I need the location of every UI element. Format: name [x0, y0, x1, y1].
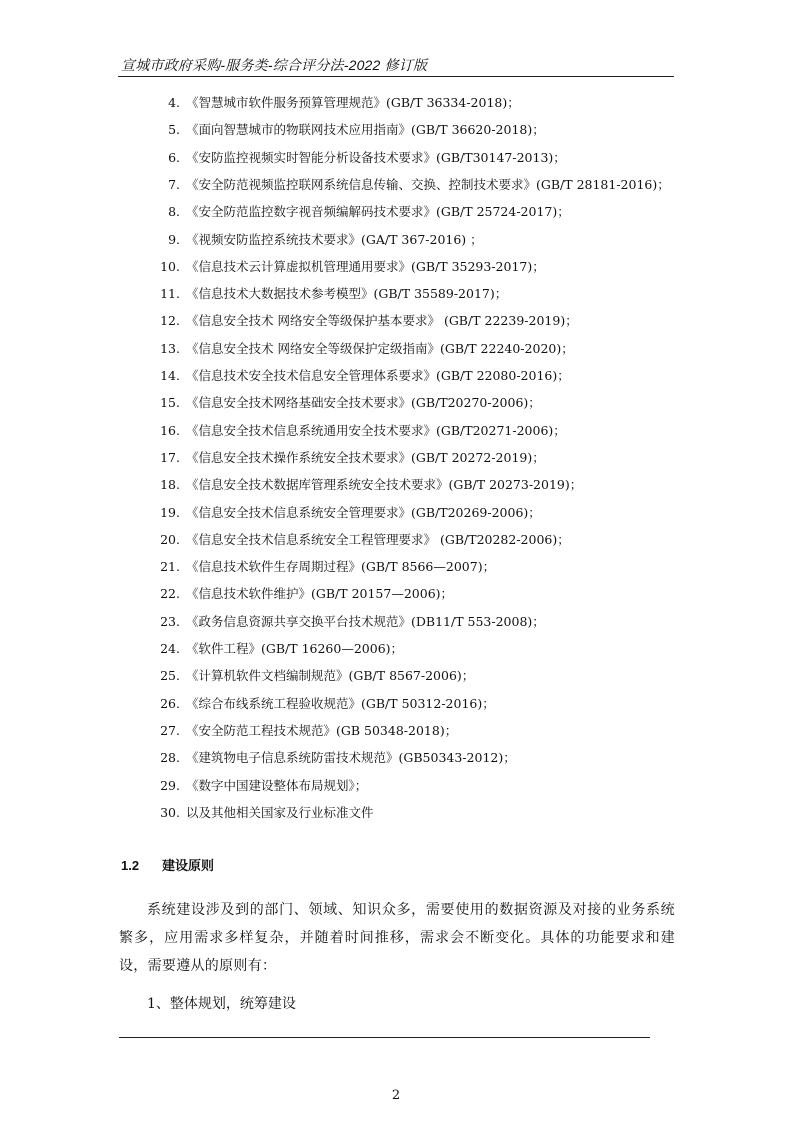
reference-text: 《软件工程》(GB/T 16260—2006)； [186, 641, 404, 656]
reference-item [0, 475, 793, 495]
reference-number: 6. [168, 149, 180, 165]
header-divider [118, 76, 674, 77]
reference-text: 《安全防范视频监控联网系统信息传输、交换、控制技术要求》(GB/T 28181-2016)； [186, 176, 670, 192]
reference-item [0, 93, 793, 113]
reference-number: 5. [168, 122, 180, 138]
reference-number: 19. [160, 504, 180, 520]
reference-text: 《信息安全技术操作系统安全技术要求》(GB/T 20272-2019)； [186, 449, 545, 465]
reference-number: 29. [160, 777, 180, 793]
reference-item [0, 311, 793, 331]
reference-number: 16. [160, 422, 180, 438]
reference-text: 《信息安全技术 网络安全等级保护基本要求》 (GB/T 22239-2019)； [186, 313, 578, 329]
reference-text: 《信息技术软件维护》(GB/T 20157—2006)； [186, 586, 454, 602]
reference-item [0, 120, 793, 140]
reference-item [0, 584, 793, 604]
reference-number: 12. [160, 313, 180, 329]
reference-text: 《智慧城市软件服务预算管理规范》(GB/T 36334-2018)； [186, 95, 520, 110]
reference-item [0, 557, 793, 577]
reference-number: 11. [160, 286, 180, 302]
reference-text: 《信息安全技术信息系统安全工程管理要求》 (GB/T20282-2006)； [186, 531, 570, 547]
reference-item [0, 694, 793, 714]
reference-number: 30. [160, 804, 180, 820]
section-number: 1.2 [121, 858, 140, 873]
reference-text: 《计算机软件文档编制规范》(GB/T 8567-2006)； [186, 668, 475, 684]
reference-item [0, 175, 793, 195]
reference-text: 《安防监控视频实时智能分析设备技术要求》(GB/T30147-2013)； [186, 149, 566, 165]
body-paragraph: 系统建设涉及到的部门、领域、知识众多，需要使用的数据资源及对接的业务系统繁多，应用需求多样复杂，并随着时间推移，需求会不断变化。具体的功能要求和建设，需要遵从的原则有： [119, 902, 675, 974]
reference-number: 18. [160, 477, 180, 493]
reference-text: 《综合布线系统工程验收规范》(GB/T 50312-2016)； [186, 695, 495, 711]
reference-text: 《面向智慧城市的物联网技术应用指南》(GB/T 36620-2018)； [186, 122, 545, 138]
reference-item [0, 202, 793, 222]
reference-item [0, 339, 793, 359]
footer-divider [119, 1037, 650, 1038]
reference-item [0, 721, 793, 741]
reference-number: 10. [160, 258, 180, 274]
reference-text: 《信息安全技术信息系统安全管理要求》(GB/T20269-2006)； [186, 504, 541, 520]
reference-item [0, 666, 793, 686]
reference-number: 7. [168, 176, 180, 192]
reference-number: 28. [160, 750, 180, 766]
reference-item [0, 230, 793, 250]
reference-text: 《建筑物电子信息系统防雷技术规范》(GB50343-2012)； [186, 750, 516, 766]
section-title: 建设原则 [162, 858, 215, 873]
reference-item [0, 803, 793, 823]
reference-text: 《信息技术云计算虚拟机管理通用要求》(GB/T 35293-2017)； [186, 258, 545, 274]
reference-item [0, 639, 793, 659]
reference-number: 9. [168, 231, 180, 247]
reference-number: 21. [160, 559, 180, 575]
reference-number: 22. [160, 586, 180, 602]
reference-text: 《视频安防监控系统技术要求》(GA/T 367-2016) ； [186, 231, 483, 247]
reference-number: 17. [160, 449, 180, 465]
reference-text: 《信息安全技术数据库管理系统安全技术要求》(GB/T 20273-2019)； [186, 477, 583, 493]
reference-text: 《安全防范工程技术规范》(GB 50348-2018)； [186, 722, 458, 738]
reference-item [0, 393, 793, 413]
principle-item: 1、整体规划，统筹建设 [147, 996, 296, 1012]
reference-item [0, 421, 793, 441]
reference-item [0, 366, 793, 386]
reference-item [0, 448, 793, 468]
section-heading [121, 855, 214, 874]
page-number: 2 [391, 1088, 401, 1103]
reference-item [0, 503, 793, 523]
reference-text: 《安全防范监控数字视音频编解码技术要求》(GB/T 25724-2017)； [186, 204, 570, 220]
reference-item [0, 148, 793, 168]
reference-number: 20. [160, 531, 180, 547]
reference-number: 23. [160, 613, 180, 629]
reference-item [0, 284, 793, 304]
reference-number: 24. [160, 641, 180, 656]
reference-text: 《政务信息资源共享交换平台技术规范》(DB11/T 553-2008)； [186, 613, 545, 629]
reference-text: 《信息技术大数据技术参考模型》(GB/T 35589-2017)； [186, 286, 508, 302]
reference-text: 《数字中国建设整体布局规划》； [186, 777, 368, 793]
reference-text: 《信息技术安全技术信息安全管理体系要求》(GB/T 22080-2016)； [186, 368, 570, 383]
reference-item [0, 748, 793, 768]
document-header-title: 宣城市政府采购-服务类-综合评分法-2022 修订版 [121, 57, 428, 73]
reference-text: 《信息安全技术 网络安全等级保护定级指南》(GB/T 22240-2020)； [186, 340, 574, 356]
reference-number: 14. [160, 368, 180, 383]
reference-number: 15. [160, 395, 180, 411]
reference-item [0, 612, 793, 632]
reference-number: 25. [160, 668, 180, 684]
reference-item [0, 530, 793, 550]
reference-text: 《信息安全技术信息系统通用安全技术要求》(GB/T20271-2006)； [186, 422, 566, 438]
reference-text: 以及其他相关国家及行业标准文件 [186, 804, 374, 820]
reference-number: 27. [160, 722, 180, 738]
reference-number: 13. [160, 340, 180, 356]
reference-number: 4. [168, 95, 180, 110]
reference-item [0, 776, 793, 796]
reference-number: 26. [160, 695, 180, 711]
reference-number: 8. [168, 204, 180, 220]
reference-text: 《信息安全技术网络基础安全技术要求》(GB/T20270-2006)； [186, 395, 541, 411]
reference-text: 《信息技术软件生存周期过程》(GB/T 8566—2007)； [186, 559, 496, 575]
reference-item [0, 257, 793, 277]
